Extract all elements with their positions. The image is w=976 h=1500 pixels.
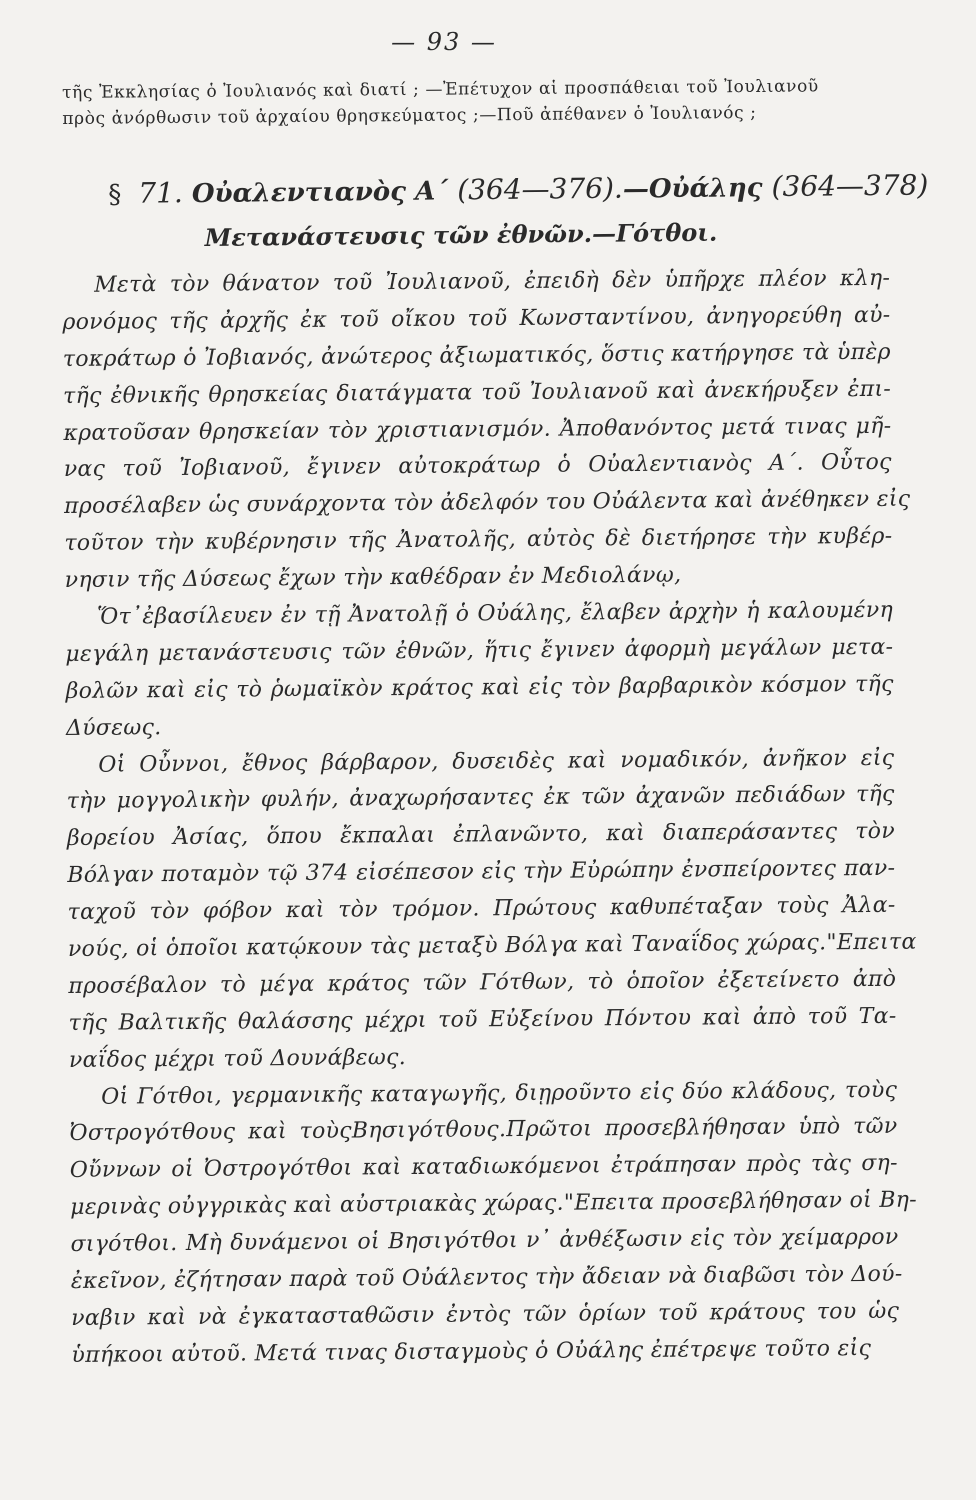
section-heading-line1 bbox=[108, 164, 929, 217]
paragraph bbox=[66, 740, 917, 1079]
text-line: τῆς Βαλτικῆς θαλάσσης μέχρι τοῦ Εὐξείνου Πόντου καὶ ἀπὸ τοῦ Τα- bbox=[68, 1003, 897, 1036]
section-heading bbox=[108, 164, 929, 261]
text-line: προσέλαβεν ὡς συνάρχοντα τὸν ἀδελφόν του Οὐάλεντα καὶ ἀνέθηκεν εἰς bbox=[63, 486, 911, 520]
text-line: βολῶν καὶ εἰς τὸ ῥωμαϊκὸν κράτος καὶ εἰς τὸν βαρβαρικὸν κόσμον τῆς bbox=[65, 671, 894, 704]
text-line: ὑπήκοοι αὐτοῦ. Μετά τινας δισταγμοὺς ὁ Οὐάλης ἐπέτρεψε τοῦτο εἰς bbox=[71, 1335, 872, 1368]
section-number: 71. bbox=[138, 176, 183, 210]
text-line: μεγάλη μετανάστευσις τῶν ἐθνῶν, ἥτις ἔγινεν ἀφορμὴ μεγάλων μετα- bbox=[65, 634, 894, 667]
section-subtitle: Μετανάστευσις τῶν ἐθνῶν.—Γότθοι. bbox=[204, 217, 718, 252]
text-line: Μετὰ τὸν θάνατον τοῦ Ἰουλιανοῦ, ἐπειδὴ δὲν ὑπῆρχε πλέον κλη- bbox=[94, 265, 891, 298]
text-line: τοῦτον τὴν κυβέρνησιν τῆς Ἀνατολῆς, αὐτὸς δὲ διετήρησε τὴν κυβέρ- bbox=[64, 523, 893, 557]
section-title-ruler2: —Οὐάλης bbox=[622, 173, 763, 205]
section-title-ruler1: Οὐαλεντιανὸς Α΄ bbox=[191, 176, 449, 210]
text-line: προσέβαλον τὸ μέγα κράτος τῶν Γότθων, τὸ ὁποῖον ἐξετείνετο ἀπὸ bbox=[68, 966, 897, 999]
text-line: ναΐδος μέχρι τοῦ Δουνάβεως. bbox=[68, 1044, 407, 1073]
text-line: ἐκεῖνον, ἐζήτησαν παρὰ τοῦ Οὐάλεντος τὴν ἄδειαν νὰ διαβῶσι τὸν Δού- bbox=[70, 1261, 903, 1295]
text-line: Οἱ Οὖννοι, ἔθνος βάρβαρον, δυσειδὲς καὶ νομαδικόν, ἀνῆκον εἰς bbox=[98, 745, 895, 778]
text-line: Βόλγαν ποταμὸν τῷ 374 εἰσέπεσον εἰς τὴν Εὐρώπην ἐνσπείροντες παν- bbox=[67, 856, 896, 889]
paragraph bbox=[69, 1072, 918, 1374]
section-title-dates1: (364—376). bbox=[457, 171, 624, 207]
text-line: κρατοῦσαν θρησκείαν τὸν χριστιανισμόν. Ἀποθανόντος μετά τινας μῆ- bbox=[63, 413, 892, 446]
section-title-dates2: (364—378) bbox=[771, 168, 929, 204]
text-line: Οἱ Γότθοι, γερμανικῆς καταγωγῆς, διῃροῦντο εἰς δύο κλάδους, τοὺς bbox=[101, 1077, 898, 1110]
text-line: Ὀστρογότθους καὶ τοὺςΒησιγότθους.Πρῶτοι προσεβλήθησαν ὑπὸ τῶν bbox=[69, 1114, 898, 1147]
paragraph bbox=[62, 261, 911, 600]
section-sign: § bbox=[108, 179, 122, 210]
text-line: Ὅτ᾽ἐβασίλευεν ἐν τῇ Ἀνατολῇ ὁ Οὐάλης, ἔλαβεν ἀρχὴν ἡ καλουμένη bbox=[96, 597, 894, 630]
paragraph bbox=[65, 593, 894, 748]
text-line: βορείου Ἀσίας, ὅπου ἔκπαλαι ἐπλανῶντο, καὶ διαπεράσαντες τὸν bbox=[66, 819, 896, 852]
text-line: νησιν τῆς Δύσεως ἔχων τὴν καθέδραν ἐν Μεδιολάνῳ, bbox=[64, 562, 682, 594]
body-text bbox=[62, 261, 918, 1375]
text-line: τὴν μογγολικὴν φυλήν, ἀναχωρήσαντες ἐκ τῶν ἀχανῶν πεδιάδων τῆς bbox=[66, 782, 895, 815]
text-line: ρονόμος τῆς ἀρχῆς ἐκ τοῦ οἴκου τοῦ Κωνσταντίνου, ἀνηγορεύθη αὐ- bbox=[62, 302, 891, 335]
intro-line: πρὸς ἀνόρθωσιν τοῦ ἀρχαίου θρησκεύματος ;—Ποῦ ἀπέθανεν ὁ Ἰουλιανός ; bbox=[62, 102, 757, 129]
text-line: Δύσεως. bbox=[65, 714, 162, 741]
text-line: μερινὰς οὐγγρικὰς καὶ αὐστριακὰς χώρας."Επειτα προσεβλήθησαν οἱ Βη- bbox=[70, 1187, 918, 1221]
text-line: Οὔννων οἱ Ὀστρογότθοι καὶ καταδιωκόμενοι ἐτράπησαν πρὸς τὰς ση- bbox=[69, 1151, 898, 1184]
intro-questions bbox=[62, 73, 892, 132]
text-line: ταχοῦ τὸν φόβον καὶ τὸν τρόμον. Πρώτους καθυπέταξαν τοὺς Ἀλα- bbox=[67, 892, 896, 926]
intro-line: τῆς Ἐκκλησίας ὁ Ἰουλιανός καὶ διατί ; —Ἐπέτυχον αἱ προσπάθειαι τοῦ Ἰουλιανοῦ bbox=[62, 76, 819, 103]
text-line: τῆς ἐθνικῆς θρησκείας διατάγματα τοῦ Ἰουλιανοῦ καὶ ἀνεκήρυξεν ἐπι- bbox=[63, 376, 892, 409]
text-line: νούς, οἱ ὁποῖοι κατῴκουν τὰς μεταξὺ Βόλγα καὶ Ταναΐδος χώρας."Επειτα bbox=[67, 929, 917, 963]
page-number: — 93 — bbox=[391, 28, 497, 56]
text-line: τοκράτωρ ὁ Ἰοβιανός, ἀνώτερος ἀξιωματικός, ὅστις κατήργησε τὰ ὑπὲρ bbox=[62, 339, 891, 372]
text-line: νας τοῦ Ἰοβιανοῦ, ἔγινεν αὐτοκράτωρ ὁ Οὐαλεντιανὸς Α΄. Οὗτος bbox=[63, 450, 892, 483]
text-line: ναβιν καὶ νὰ ἐγκατασταθῶσιν ἐντὸς τῶν ὁρίων τοῦ κράτους του ὡς bbox=[71, 1298, 900, 1331]
text-line: σιγότθοι. Μὴ δυνάμενοι οἱ Βησιγότθοι ν᾽ ἀνθέξωσιν εἰς τὸν χείμαρρον bbox=[70, 1224, 899, 1258]
